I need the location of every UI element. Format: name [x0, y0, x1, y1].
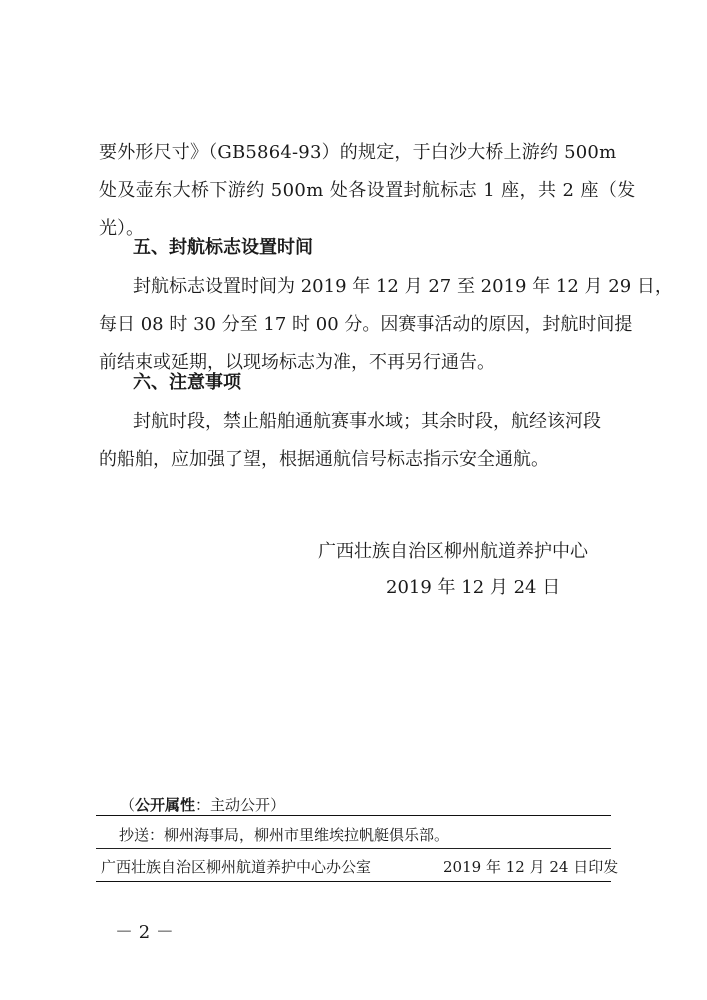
footer-rule-bottom — [96, 881, 611, 882]
disclosure-label: 公开属性 — [135, 796, 196, 814]
page-number: － 2 － — [115, 922, 174, 943]
cc-recipients: 抄送：柳州海事局，柳州市里维埃拉帆艇俱乐部。 — [119, 826, 450, 844]
section-6-heading: 六、注意事项 — [133, 372, 241, 393]
footer-rule-top — [96, 815, 611, 816]
section-5-heading: 五、封航标志设置时间 — [133, 237, 313, 258]
text-line: 每日 08 时 30 分至 17 时 00 分。因赛事活动的原因，封航时间提 — [99, 314, 633, 335]
text-line: 的船舶，应加强了望，根据通航信号标志指示安全通航。 — [99, 449, 549, 470]
text-line: 处及壶东大桥下游约 500m 处各设置封航标志 1 座，共 2 座（发 — [99, 180, 636, 201]
text-line: 封航时段，禁止船舶通航赛事水域；其余时段，航经该河段 — [133, 411, 601, 432]
disclosure-attribute — [120, 794, 285, 815]
text-line: 光）。 — [99, 218, 144, 239]
text-line: 封航标志设置时间为 2019 年 12 月 27 至 2019 年 12 月 29 日， — [133, 276, 673, 297]
paren-close: ） — [270, 796, 286, 814]
section-6-paragraph — [99, 403, 619, 479]
separator: ： — [195, 796, 211, 814]
issuing-office: 广西壮族自治区柳州航道养护中心办公室 — [101, 858, 372, 876]
paren-open: （ — [120, 796, 136, 814]
text-line: 前结束或延期，以现场标志为准，不再另行通告。 — [99, 352, 495, 373]
signature-date: 2019 年 12 月 24 日 — [386, 577, 561, 598]
text-line: 要外形尺寸》（GB5864-93）的规定，于白沙大桥上游约 500m — [99, 142, 617, 163]
footer-rule-middle — [96, 848, 611, 849]
disclosure-value: 主动公开 — [210, 796, 271, 814]
issue-date: 2019 年 12 月 24 日印发 — [443, 858, 619, 876]
signature-organization: 广西壮族自治区柳州航道养护中心 — [318, 541, 588, 562]
